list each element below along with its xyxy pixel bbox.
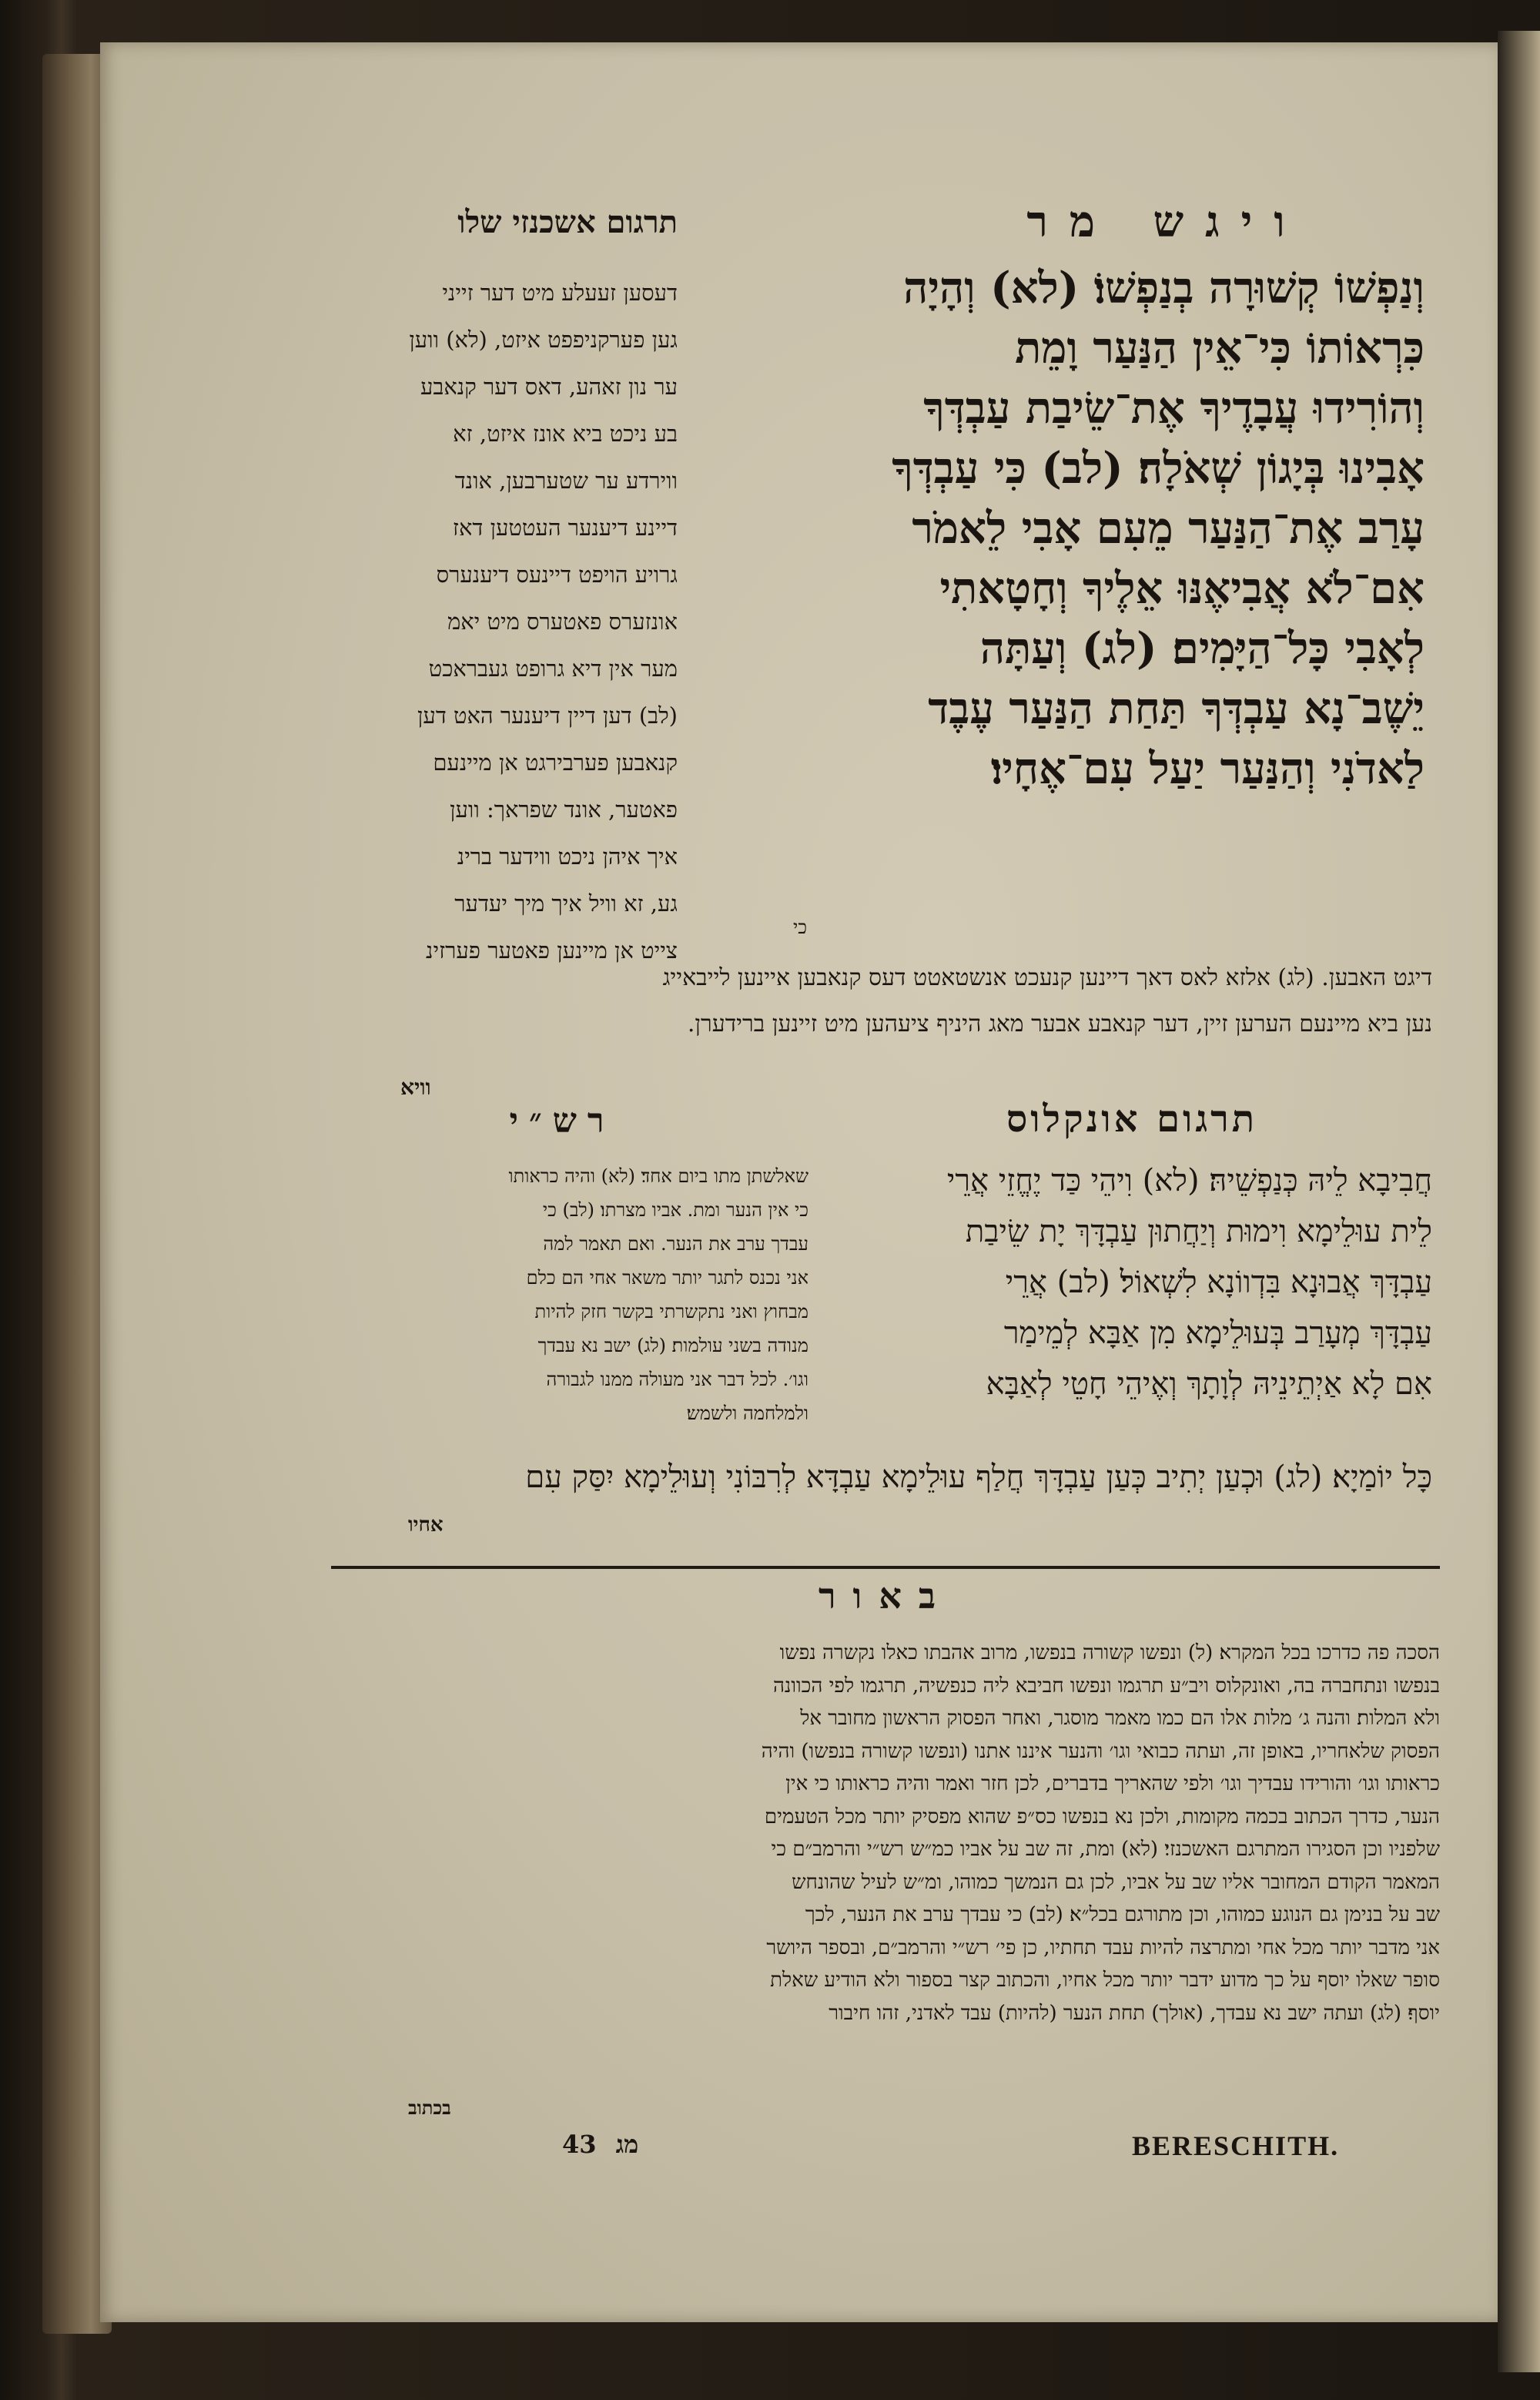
onkelos-line: לֵית עוּלֵימָא וִימוּת וְיַחֲתוּן עַבְדָּךְ יָת שֵׂיבַת: [965, 1214, 1432, 1249]
divider-rule: [331, 1566, 1440, 1569]
biur-line: כראותו וגו׳ והורידו עבדיך וגו׳ ולפי שהאריך בדברים, לכן חזר ואמר והיה כראותו כי אין: [785, 1772, 1440, 1795]
biur-line: אני מדבר יותר מכל אחי ומתרצה להיות עבד תחתיו, כן פי׳ רש״י והרמב״ם, ובספר היושר: [766, 1936, 1440, 1959]
onkelos-text: [839, 1155, 1432, 1409]
catchword: בכתוב: [408, 2097, 451, 2119]
translation-line: ווירדע ער שטערבען, אונד: [454, 468, 678, 494]
biur-commentary: [316, 1637, 1440, 2030]
rashi-header: רש״י: [509, 1101, 615, 1141]
rashi-line: מנודה בשני עולמות׃ (לג) ישב נא עבדך: [537, 1335, 808, 1356]
verse-line: אָבִינוּ בְּיָגוֹן שְׁאֹלָה׃ (לב) כִּי עַבְדְּךָ: [892, 443, 1424, 494]
biur-line: הסכה פה כדרכו בכל המקרא׃ (ל) ונפשו קשורה בנפשו, מרוב אהבתו כאלו נקשרה נפשו: [779, 1641, 1440, 1664]
verse-line: וְהוֹרִידוּ עֲבָדֶיךָ אֶת־שֵׂיבַת עַבְדְּךָ: [923, 383, 1424, 434]
onkelos-line: עַבְדָּךְ מְעָרַב בְּעוּלֵימָא מִן אַבָּא לְמֵימַר: [1003, 1316, 1432, 1351]
biur-header: באור: [818, 1575, 953, 1617]
facing-page-edge: [1498, 31, 1540, 2372]
biur-line: הנער, כדרך הכתוב בכמה מקומות, ולכן נא בנפשו כס״פ שהוא מפסיק יותר מכל הטעמים: [764, 1805, 1440, 1828]
rashi-line: שאלשתן מתו ביום אחד׃ (לא) והיה כראותו: [508, 1165, 808, 1187]
rashi-line: וגו׳. לכל דבר אני מעולה ממנו לגבורה: [546, 1369, 808, 1390]
verse-line: וְנַפְשׁוֹ קְשׁוּרָה בְנַפְשׁוֹ׃ (לא) וְהָיָה: [903, 263, 1424, 313]
verse-line: לַאדֹנִי וְהַנַּעַר יַעַל עִם־אֶחָיו׃: [990, 743, 1424, 794]
rashi-line: כי אין הנער ומת. אביו מצרתו׃ (לב) כי: [542, 1199, 808, 1221]
german-translation-column: [308, 270, 678, 974]
onkelos-header: תרגום אונקלוס: [1006, 1098, 1258, 1141]
onkelos-line: אִם לָא אַיְתֵינֵיהּ לְוָתָךְ וְאֶיהֵי חָטֵי לְאַבָּא: [986, 1366, 1432, 1402]
running-header-translation: תרגום אשכנזי שלו: [457, 204, 678, 240]
biur-line: המאמר הקודם המחובר אליו שב על אביו, לכן גם הנמשך כמוהו, ומ״ש לעיל שהונחש: [792, 1870, 1440, 1894]
rashi-line: ולמלחמה ולשמש׃: [686, 1403, 808, 1424]
rashi-line: עבדך ערב את הנער. ואם תאמר למה: [543, 1233, 808, 1255]
translation-line: (לב) דען דיין דיענער האט דען: [417, 702, 678, 729]
book-title-footer: BERESCHITH.: [1132, 2130, 1340, 2161]
rashi-line: אני נכנס לתגר יותר משאר אחי הם כלם: [526, 1267, 808, 1289]
running-header-parashah: ויגש מר: [1026, 196, 1307, 247]
verse-line: אִם־לֹא אֲבִיאֶנּוּ אֵלֶיךָ וְחָטָאתִי: [939, 563, 1424, 614]
translation-line: פאטער, אונד שפראך: ווען: [450, 796, 678, 823]
verse-line: כִּרְאוֹתוֹ כִּי־אֵין הַנַּעַר וָמֵת: [1015, 323, 1424, 374]
biur-line: ולא המלות׃ והנה ג׳ מלות אלו הם כמו מאמר מוסגר, ואחר הפסוק הראשון מחובר אל: [800, 1707, 1440, 1730]
german-translation-continuation: [308, 955, 1432, 1047]
folio-arabic: 43: [562, 2130, 597, 2159]
folio-hebrew: מג: [615, 2130, 639, 2159]
onkelos-line: חֲבִיבָא לֵיהּ כְּנַפְשֵׁיהּ׃ (לא) וִיהֵי כַּד יֶחֱזֵי אֲרֵי: [946, 1163, 1432, 1198]
biur-line: שלפניו וכן הסגירו המתרגם האשכנזי׃ (לא) ומת, זה שב על אביו כמ״ש רש״י והרמב״ם כי: [771, 1838, 1440, 1861]
biur-line: הפסוק שלאחריו, באופן זה, ועתה כבואי וגו׳ והנער איננו אתנו (ונפשו קשורה בנפשו) והיה: [761, 1739, 1440, 1763]
hebrew-verse-text: [693, 258, 1424, 799]
translation-line: קנאבען פערבירגט אן מיינעם: [433, 749, 678, 776]
catchword: וויא: [400, 1074, 431, 1100]
onkelos-line: עַבְדָּךְ אֲבוּנָא בִּדְווֹנָא לִשְׁאוֹל׃ (לב) אֲרֵי: [1005, 1265, 1432, 1300]
biur-line: יוסף׃ (לג) ועתה ישב נא עבדך, (אולך) תחת הנער (להיות) עבד לאדני, זהו חיבור: [829, 2001, 1440, 2025]
translation-line: אונזערס פאטערס מיט יאמ: [447, 608, 678, 635]
biur-line: בנפשו ונתחברה בה, ואונקלוס ויב״ע תרגמו ונפשו חביבא ליה כנפשיה, תרגמו לפי הכוונה: [772, 1674, 1440, 1698]
translation-line: נען ביא מיינעם הערען זיין, דער קנאבע אבער מאג היניף ציעהען מיט זיינען ברידערן.: [687, 1011, 1432, 1037]
translation-line: דיגט האבען. (לג) אלזא לאס דאך דיינען קנעכט אנשטאטט דעס קנאבען איינען לייבאייג: [662, 964, 1432, 991]
translation-line: גרויע הויפט דיינעס דיענערס: [436, 561, 678, 588]
catchword: אחיו: [408, 1513, 444, 1537]
folio-number: [562, 2130, 638, 2159]
verse-line: לְאָבִי כָּל־הַיָּמִים׃ (לג) וְעַתָּה: [979, 623, 1424, 674]
rashi-line: מבחוץ ואני נתקשרתי בקשר חזק להיות: [534, 1301, 808, 1322]
translation-line: גען פערקניפפט איזט, (לא) ווען: [409, 327, 678, 353]
translation-line: בע ניכט ביא אונז איזט, זא: [453, 421, 678, 447]
verse-line: עָרַב אֶת־הַנַּעַר מֵעִם אָבִי לֵאמֹר: [912, 503, 1424, 554]
biur-line: שב על בנימן גם הנוגע כמוהו, וכן מתורגם בכל״א׃ (לב) כי עבדך ערב את הנער, לכך: [805, 1903, 1440, 1926]
rashi-text: [316, 1159, 808, 1430]
biur-line: סופר שאלו יוסף על כך מדוע ידבר יותר מכל אחיו, והכתוב קצר בספור ולא הודיע שאלת: [770, 1969, 1440, 1992]
catchword: כי: [793, 917, 808, 938]
translation-line: צייט אן מיינען פאטער פערזינ: [426, 937, 678, 964]
translation-line: מער אין דיא גרופט געבראכט: [428, 655, 678, 682]
translation-line: דיינע דיענער העטטען דאז: [452, 515, 678, 541]
translation-line: דעסען זעעלע מיט דער זייני: [442, 280, 678, 306]
translation-line: איך איהן ניכט ווידער ברינ: [457, 843, 678, 870]
onkelos-line: כָּל יוֹמַיָא׃ (לג) וּכְעַן יְתִיב כְּעַן עַבְדָּךְ חֲלַף עוּלֵימָא עַבְדָּא לְרִבּוֹנִי וְעוּלֵימָא יִסַּק עִם: [525, 1460, 1432, 1495]
translation-line: גע, זא וויל איך מיך יעדער: [454, 890, 678, 917]
verse-line: יֵשֶׁב־נָא עַבְדְּךָ תַּחַת הַנַּעַר עֶבֶד: [928, 683, 1424, 734]
translation-line: ער נון זאהע, דאס דער קנאבע: [420, 374, 678, 400]
